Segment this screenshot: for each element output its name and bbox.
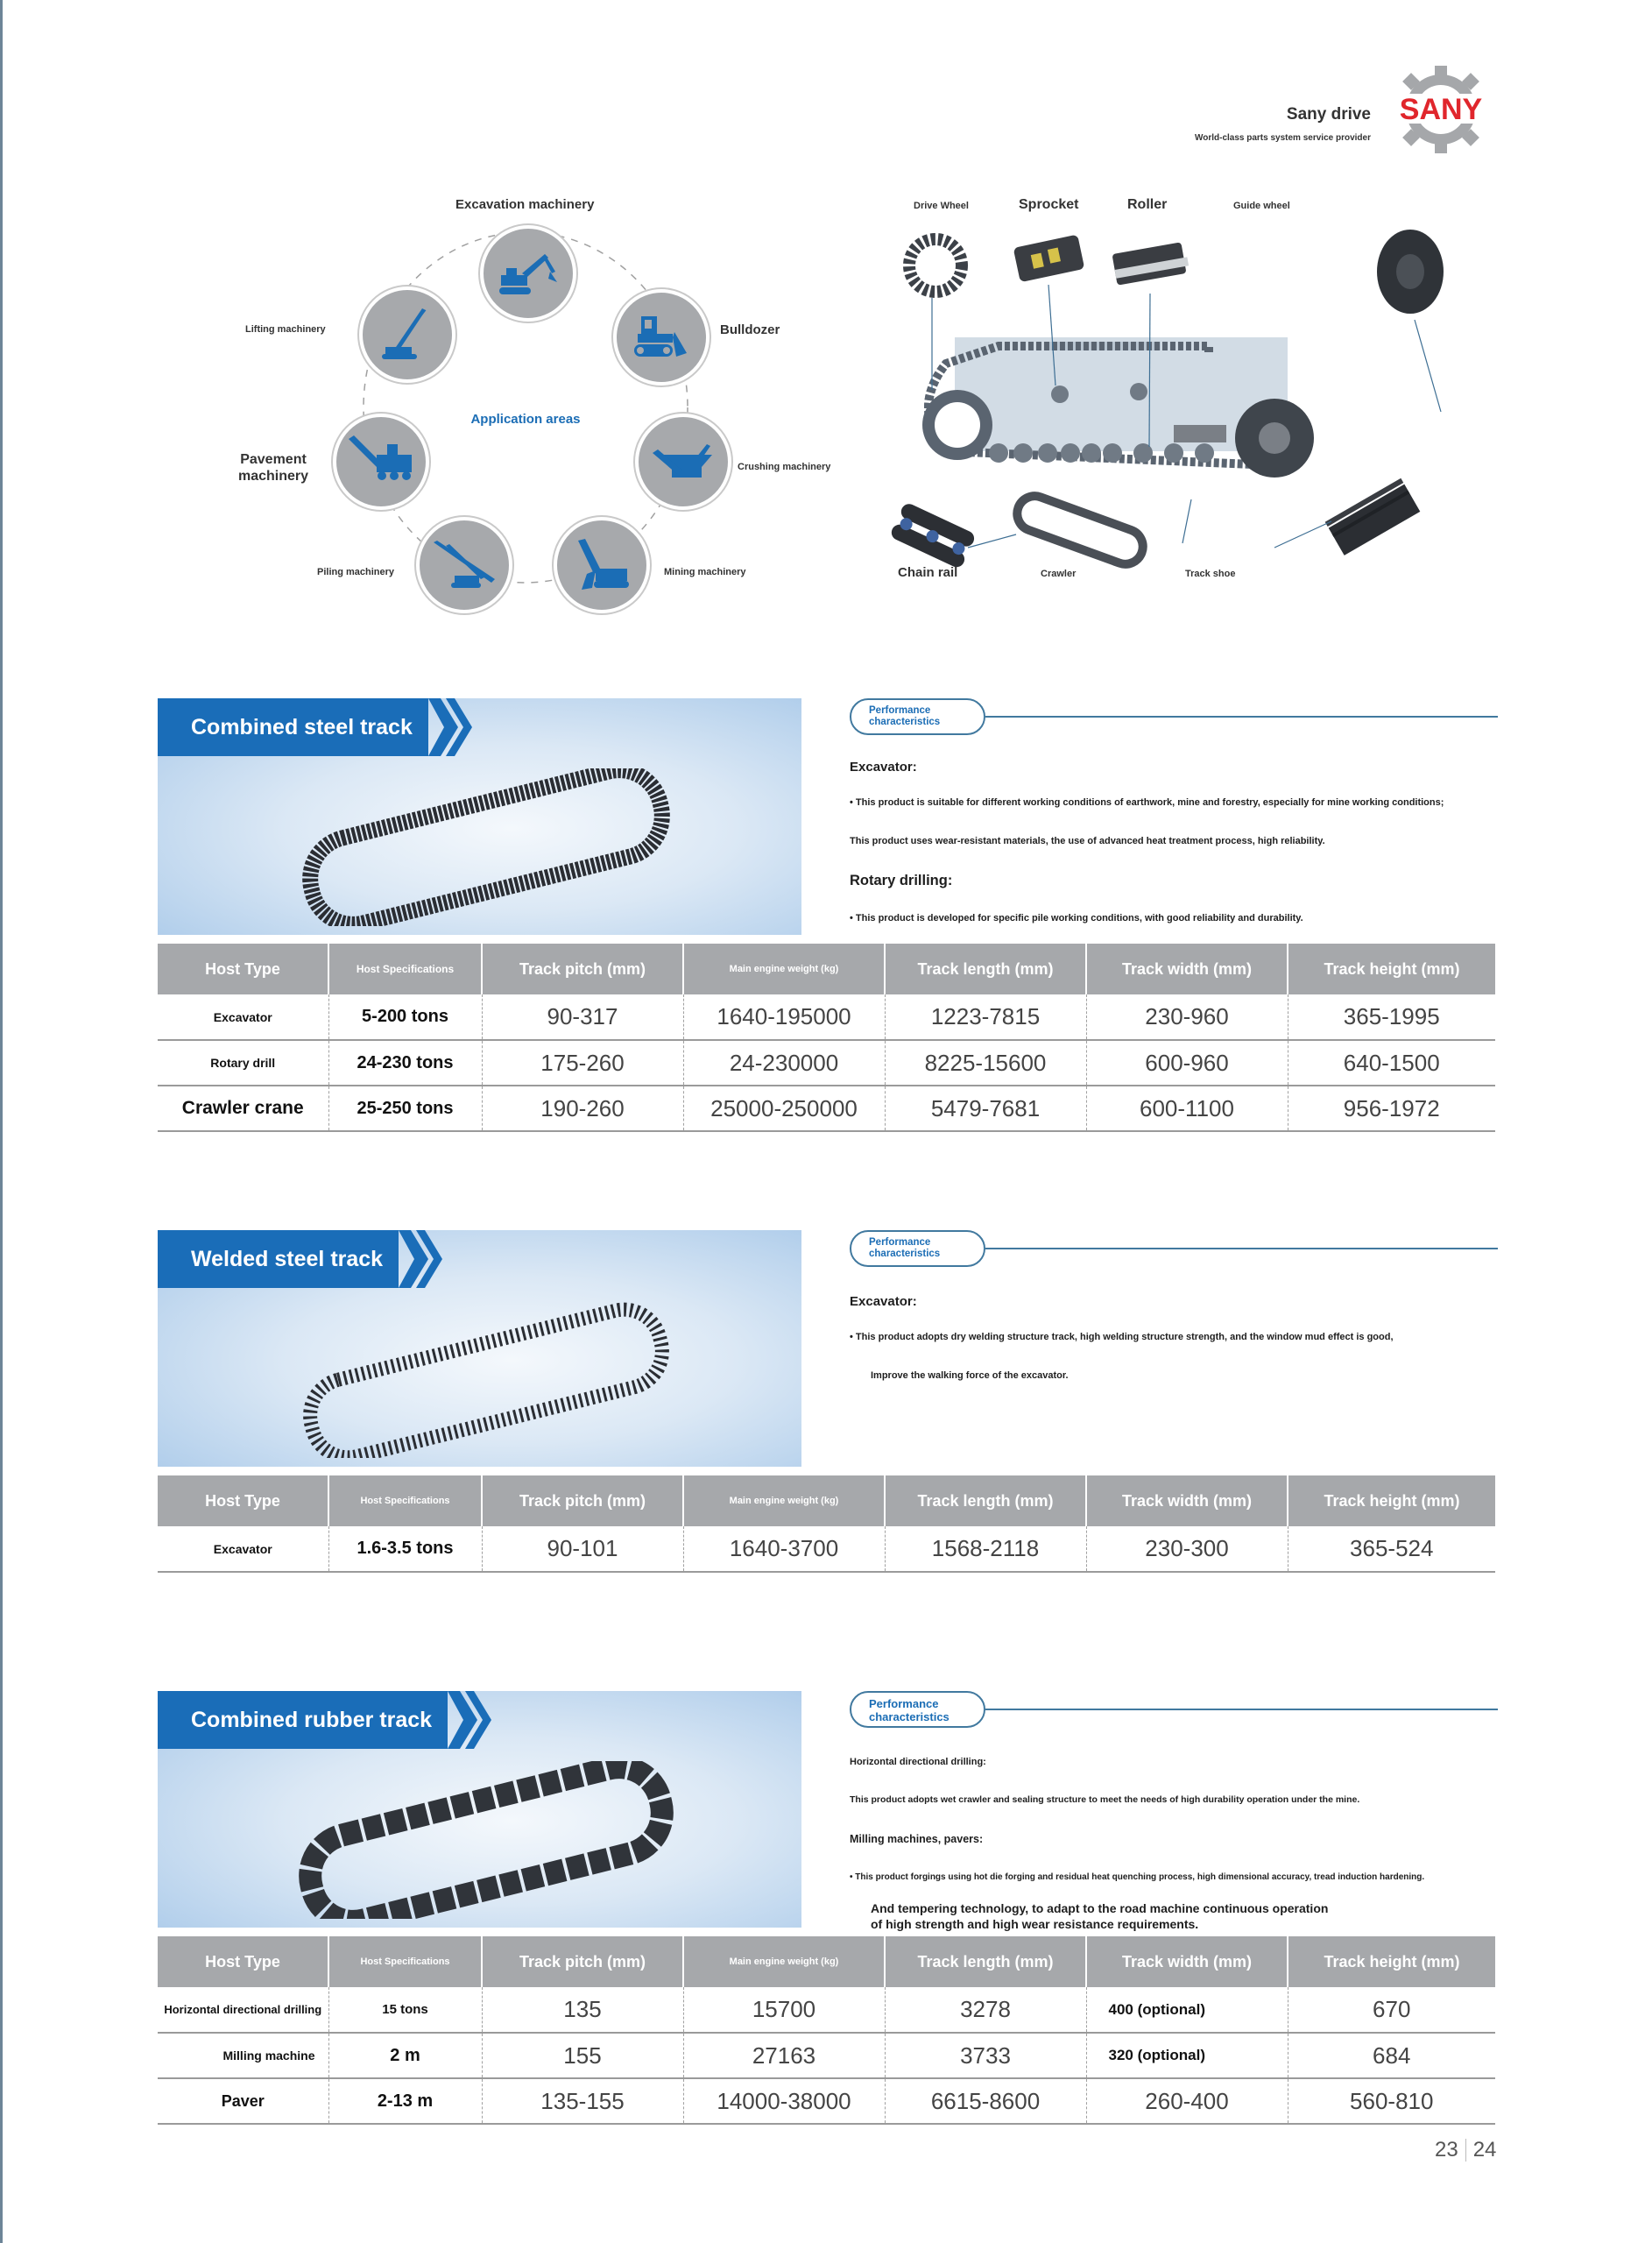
app-label-mining: Mining machinery (664, 567, 746, 577)
app-label-crushing: Crushing machinery (738, 462, 831, 472)
perf-line: Milling machines, pavers: (850, 1833, 984, 1845)
col-track-pitch: Track pitch (mm) (482, 944, 683, 994)
chevron-right-icon (428, 698, 472, 756)
cell: 956-1972 (1288, 1086, 1495, 1131)
section-title: Combined steel track (158, 698, 428, 756)
cell: 135 (482, 1987, 683, 2033)
cell: Horizontal directional drilling (158, 1987, 328, 2033)
perf-line: This product adopts wet crawler and sealing structure to meet the needs of high durability operation under the mine. (850, 1794, 1360, 1805)
perf-line: • This product is suitable for different working conditions of earthwork, mine and forestry, especially for mine working conditions; (850, 797, 1444, 808)
app-circle-lifting (359, 287, 455, 383)
section-title: Combined rubber track (158, 1691, 448, 1749)
spec-table (158, 1936, 1495, 2125)
col-track-height: Track height (mm) (1288, 944, 1495, 994)
performance-label: Performance characteristics (850, 698, 985, 735)
cell: Paver (158, 2078, 328, 2124)
perf-line: • This product forgings using hot die forging and residual heat quenching process, high dimensional accuracy, tread induction hardening. (850, 1872, 1425, 1882)
cell: 600-1100 (1086, 1086, 1288, 1131)
cell: 3278 (885, 1987, 1086, 2033)
section-title-tag (158, 698, 472, 756)
part-label-track-shoe: Track shoe (1185, 569, 1236, 579)
app-label-excavation: Excavation machinery (455, 197, 595, 212)
col-track-width: Track width (mm) (1086, 1936, 1288, 1987)
undercarriage-illustration (876, 188, 1489, 600)
cell: 1.6-3.5 tons (328, 1526, 482, 1572)
cell: 684 (1288, 2033, 1495, 2078)
brand-subtitle: World-class parts system service provider (1194, 133, 1371, 143)
page-number-right: 24 (1472, 2138, 1497, 2162)
perf-line: And tempering technology, to adapt to the road machine continuous operation (871, 1901, 1329, 1915)
cell: Excavator (158, 994, 328, 1040)
part-label-roller: Roller (1127, 197, 1168, 212)
app-circle-pavement (333, 414, 429, 510)
crusher-icon (651, 435, 716, 488)
cell: 90-101 (482, 1526, 683, 1572)
col-engine-weight: Main engine weight (kg) (683, 944, 885, 994)
cell: 90-317 (482, 994, 683, 1040)
table-row (158, 1040, 1495, 1086)
crawler-icon (1013, 492, 1148, 570)
page-numbers (1435, 2138, 1496, 2162)
cell: 24-230000 (683, 1040, 885, 1086)
perf-line: Rotary drilling: (850, 873, 953, 888)
perf-line: Excavator: (850, 760, 917, 775)
table-row (158, 2033, 1495, 2078)
spec-table (158, 944, 1495, 1132)
divider (985, 716, 1498, 718)
cell: 3733 (885, 2033, 1086, 2078)
cell: 14000-38000 (683, 2078, 885, 2124)
col-track-height: Track height (mm) (1288, 1475, 1495, 1526)
cell: 400 (optional) (1086, 1987, 1288, 2033)
cell: 155 (482, 2033, 683, 2078)
col-host-type: Host Type (158, 1936, 328, 1987)
col-host-type: Host Type (158, 1475, 328, 1526)
col-engine-weight: Main engine weight (kg) (683, 1475, 885, 1526)
cell: 2 m (328, 2033, 482, 2078)
track-shoe-icon (1325, 478, 1421, 555)
col-host-spec: Host Specifications (328, 1475, 482, 1526)
cell: 5-200 tons (328, 994, 482, 1040)
cell: 320 (optional) (1086, 2033, 1288, 2078)
welded-track-image (289, 1300, 683, 1458)
sany-logo-text: SANY (1399, 93, 1483, 126)
app-label-bulldozer: Bulldozer (720, 322, 780, 337)
cell: 260-400 (1086, 2078, 1288, 2124)
section-combined-steel-track (158, 698, 1498, 1132)
divider (985, 1709, 1498, 1710)
cell: 24-230 tons (328, 1040, 482, 1086)
piling-rig-icon (432, 539, 497, 591)
cell: 15700 (683, 1987, 885, 2033)
page-edge-line (0, 0, 3, 2243)
table-row (158, 2078, 1495, 2124)
chevron-right-icon (399, 1230, 442, 1288)
product-banner (158, 698, 801, 935)
section-welded-steel-track (158, 1230, 1498, 1576)
col-host-spec: Host Specifications (328, 1936, 482, 1987)
brand-header (1191, 93, 1507, 158)
col-track-width: Track width (mm) (1086, 1475, 1288, 1526)
product-banner (158, 1230, 801, 1467)
application-areas-diagram (219, 188, 832, 600)
drive-wheel-icon (909, 239, 962, 292)
cell: 1640-3700 (683, 1526, 885, 1572)
app-circle-piling (416, 517, 512, 613)
brand-title: Sany drive (1286, 105, 1371, 124)
cell: 365-1995 (1288, 994, 1495, 1040)
col-track-length: Track length (mm) (885, 1475, 1086, 1526)
divider (985, 1248, 1498, 1249)
rubber-track-image (289, 1761, 683, 1919)
cell: 25-250 tons (328, 1086, 482, 1131)
col-track-pitch: Track pitch (mm) (482, 1936, 683, 1987)
cell: Excavator (158, 1526, 328, 1572)
table-row (158, 994, 1495, 1040)
col-host-type: Host Type (158, 944, 328, 994)
cell: 27163 (683, 2033, 885, 2078)
col-track-height: Track height (mm) (1288, 1936, 1495, 1987)
cell: Rotary drill (158, 1040, 328, 1086)
app-label-pavement: Pavement machinery (237, 452, 309, 484)
page-number-left: 23 (1435, 2138, 1458, 2162)
col-track-width: Track width (mm) (1086, 944, 1288, 994)
col-track-length: Track length (mm) (885, 944, 1086, 994)
cell: 230-960 (1086, 994, 1288, 1040)
cell: 365-524 (1288, 1526, 1495, 1572)
cell: 670 (1288, 1987, 1495, 2033)
section-combined-rubber-track (158, 1691, 1498, 2129)
col-track-pitch: Track pitch (mm) (482, 1475, 683, 1526)
section-title-tag (158, 1230, 442, 1288)
bulldozer-icon (629, 311, 694, 364)
col-engine-weight: Main engine weight (kg) (683, 1936, 885, 1987)
cell: 600-960 (1086, 1040, 1288, 1086)
chain-rail-icon (889, 501, 977, 570)
cell: 5479-7681 (885, 1086, 1086, 1131)
part-label-guide-wheel: Guide wheel (1233, 201, 1290, 211)
app-label-lifting: Lifting machinery (245, 324, 326, 335)
app-circle-excavation (480, 225, 576, 322)
cell: Crawler crane (158, 1086, 328, 1131)
steel-track-image (289, 768, 683, 926)
part-label-sprocket: Sprocket (1019, 197, 1079, 212)
page-separator (1465, 2139, 1466, 2162)
cell: 1568-2118 (885, 1526, 1086, 1572)
sprocket-icon (1013, 235, 1085, 283)
chevron-right-icon (448, 1691, 491, 1749)
col-track-length: Track length (mm) (885, 1936, 1086, 1987)
application-areas-label: Application areas (470, 412, 581, 427)
cell: 230-300 (1086, 1526, 1288, 1572)
table-row (158, 1987, 1495, 2033)
cell: 15 tons (328, 1987, 482, 2033)
recoil-spring-icon (1174, 425, 1226, 442)
track-parts-diagram (876, 188, 1489, 600)
cell: 1640-195000 (683, 994, 885, 1040)
product-banner (158, 1691, 801, 1928)
spec-table (158, 1475, 1495, 1573)
cell: 2-13 m (328, 2078, 482, 2124)
cell: 1223-7815 (885, 994, 1086, 1040)
part-label-chain-rail: Chain rail (898, 565, 958, 580)
app-label-piling: Piling machinery (317, 567, 395, 577)
performance-label: Performance characteristics (850, 1230, 985, 1267)
cell: 8225-15600 (885, 1040, 1086, 1086)
paver-icon (349, 435, 413, 488)
crane-icon (375, 308, 440, 361)
perf-line: of high strength and high wear resistance requirements. (871, 1917, 1199, 1931)
section-title: Welded steel track (158, 1230, 399, 1288)
performance-label: Performance characteristics (850, 1691, 985, 1728)
app-circle-crushing (635, 414, 731, 510)
mining-drill-icon (569, 539, 634, 591)
table-row (158, 1086, 1495, 1131)
cell: 175-260 (482, 1040, 683, 1086)
perf-line: This product uses wear-resistant materials, the use of advanced heat treatment process, high reliability. (850, 836, 1325, 846)
cell: 135-155 (482, 2078, 683, 2124)
table-row (158, 1526, 1495, 1572)
app-circle-mining (554, 517, 650, 613)
excavator-icon (496, 247, 561, 300)
cell: 190-260 (482, 1086, 683, 1131)
part-label-drive-wheel: Drive Wheel (914, 201, 969, 211)
perf-line: Excavator: (850, 1294, 917, 1309)
perf-line: • This product adopts dry welding structure track, high welding structure strength, and the window mud effect is good, (850, 1332, 1394, 1342)
part-label-crawler: Crawler (1041, 569, 1077, 579)
col-host-spec: Host Specifications (328, 944, 482, 994)
cell: 560-810 (1288, 2078, 1495, 2124)
cell: 640-1500 (1288, 1040, 1495, 1086)
sany-gear-logo-icon (1375, 61, 1507, 158)
cell: 25000-250000 (683, 1086, 885, 1131)
section-title-tag (158, 1691, 491, 1749)
perf-line: • This product is developed for specific pile working conditions, with good reliability and durability. (850, 913, 1303, 923)
perf-line: Improve the walking force of the excavator. (871, 1370, 1069, 1381)
app-circle-bulldozer (613, 289, 710, 386)
perf-line: Horizontal directional drilling: (850, 1757, 986, 1767)
cell: 6615-8600 (885, 2078, 1086, 2124)
cell: Milling machine (158, 2033, 328, 2078)
